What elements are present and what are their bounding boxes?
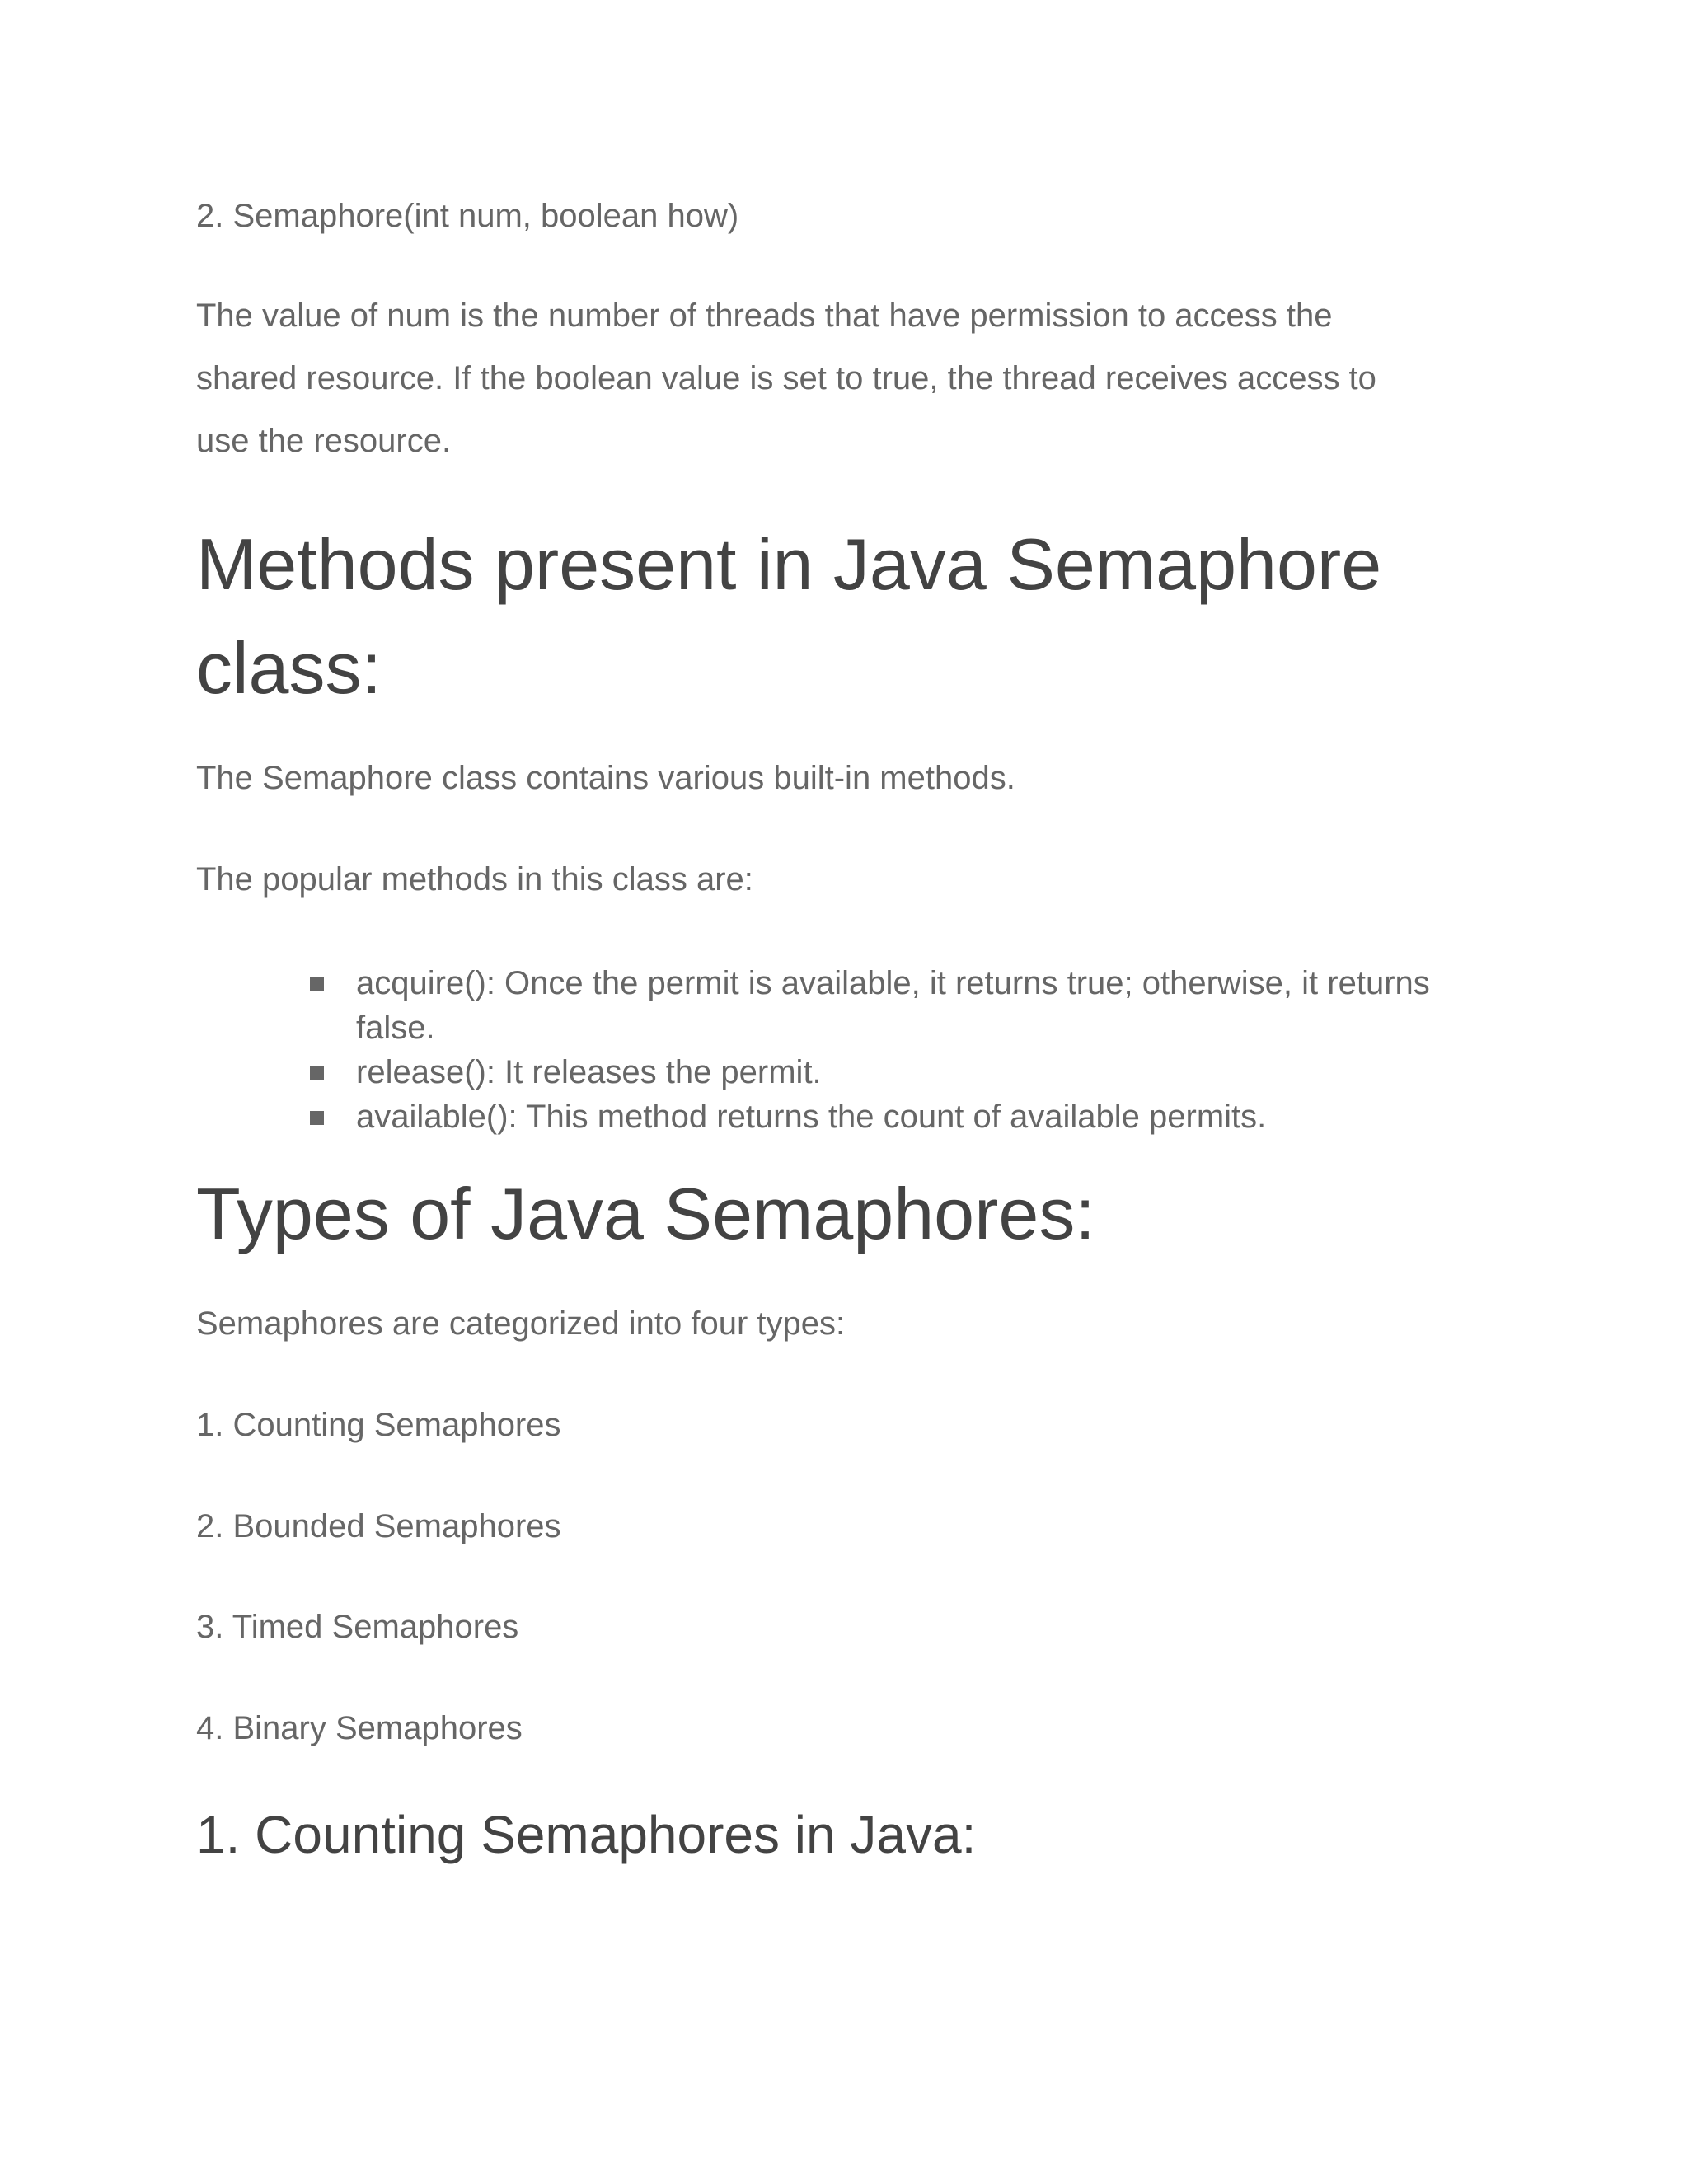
list-item-acquire [310,961,1505,1050]
types-intro: Semaphores are categorized into four types: [196,1305,846,1342]
counting-semaphores-heading: 1. Counting Semaphores in Java: [196,1805,977,1864]
paragraph-line: shared resource. If the boolean value is set to true, the thread receives access to [196,360,1376,396]
list-item-text [356,1050,1505,1094]
methods-heading [196,513,1381,720]
type-item-timed: 3. Timed Semaphores [196,1609,519,1645]
list-item-line: acquire(): Once the permit is available, it returns true; otherwise, it returns [356,965,1430,1001]
list-item-line: release(): It releases the permit. [356,1054,822,1090]
heading-line: Methods present in Java Semaphore [196,523,1382,605]
bullet-square-icon [310,977,324,991]
list-item-text [356,1094,1505,1139]
list-item-line: available(): This method returns the count of available permits. [356,1099,1267,1135]
paragraph-line: use the resource. [196,423,452,459]
bullet-square-icon [310,1066,324,1080]
methods-intro: The Semaphore class contains various built-in methods. [196,760,1015,796]
constructor-item: 2. Semaphore(int num, boolean how) [196,198,739,234]
list-item-available [310,1094,1505,1139]
type-item-binary: 4. Binary Semaphores [196,1710,523,1746]
list-item-line: false. [356,1010,435,1046]
list-item-release [310,1050,1505,1094]
bullet-square-icon [310,1111,324,1125]
methods-popular: The popular methods in this class are: [196,861,753,898]
constructor-description [196,284,1482,472]
heading-line: class: [196,627,382,709]
type-item-bounded: 2. Bounded Semaphores [196,1508,561,1544]
types-heading: Types of Java Semaphores: [196,1173,1095,1254]
methods-list [310,961,1505,1139]
type-item-counting: 1. Counting Semaphores [196,1407,561,1443]
paragraph-line: The value of num is the number of threads that have permission to access the [196,298,1333,334]
list-item-text [356,961,1505,1050]
